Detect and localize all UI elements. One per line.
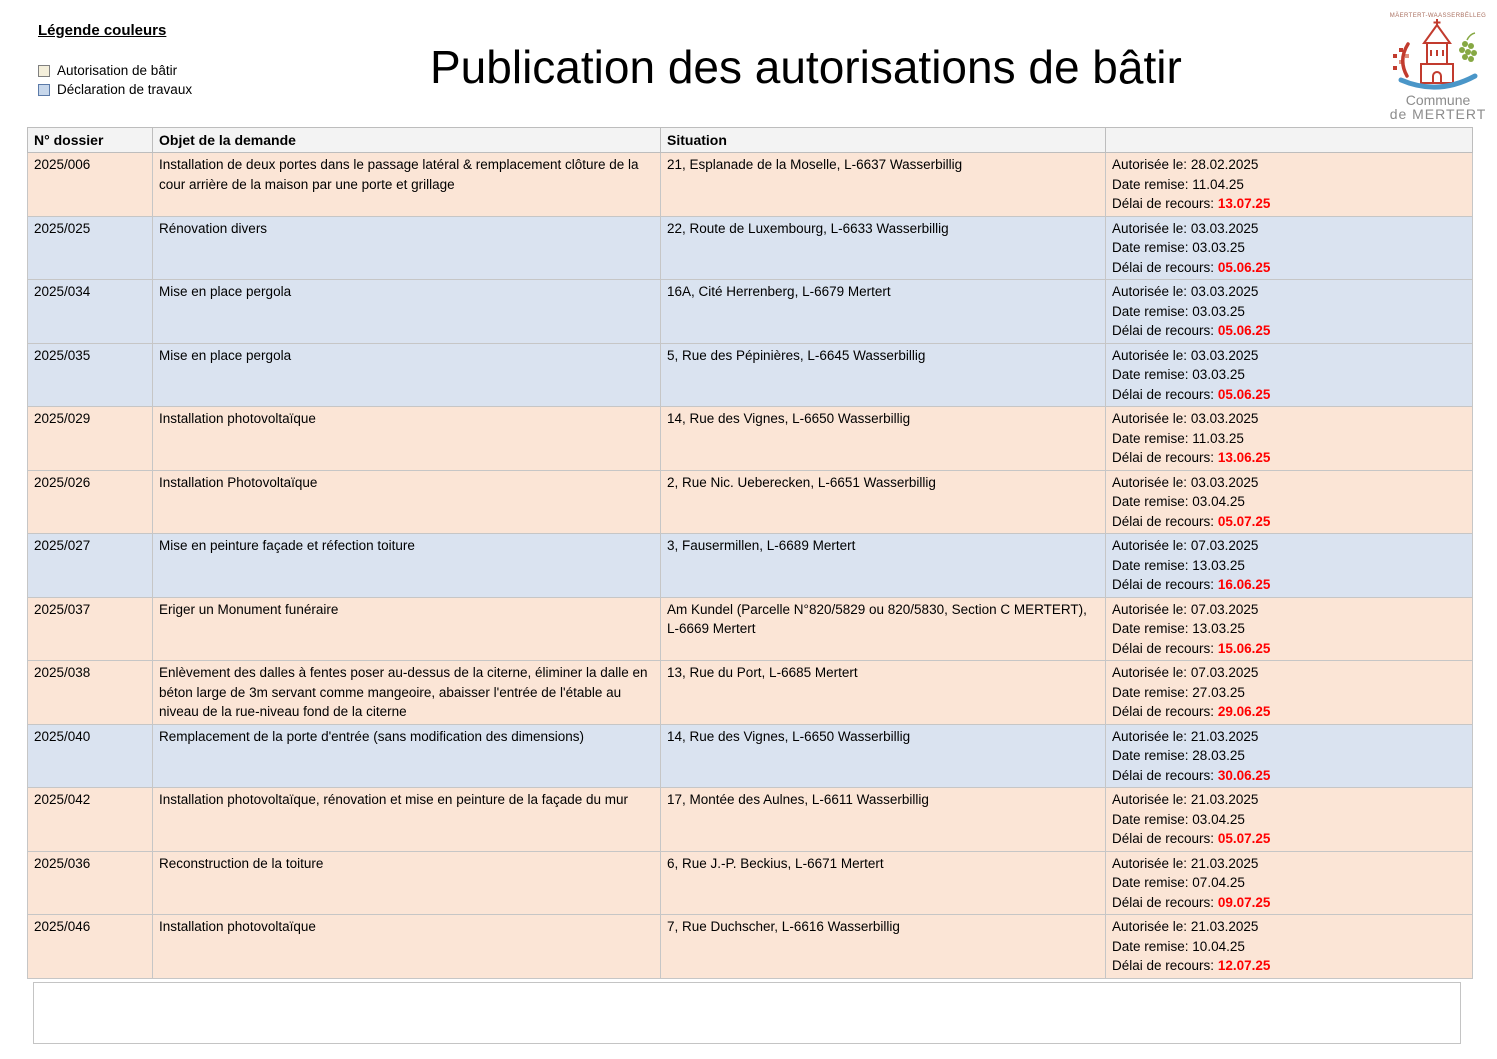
appeal-date: 15.06.25 (1217, 640, 1271, 656)
color-legend (38, 22, 192, 99)
authorized-label: Autorisée le: (1112, 157, 1188, 172)
appeal-line (1112, 258, 1466, 278)
appeal-label: Délai de recours: (1112, 513, 1215, 529)
commune-logo-graphic (1383, 6, 1493, 122)
appeal-line (1112, 893, 1466, 913)
situation-cell: 5, Rue des Pépinières, L-6645 Wasserbillig (661, 343, 1106, 407)
appeal-date: 13.06.25 (1217, 450, 1271, 465)
submitted-date: 03.03.25 (1192, 303, 1245, 319)
authorized-date: 21.03.2025 (1190, 792, 1259, 807)
submitted-date: 07.04.25 (1192, 875, 1245, 890)
legend-item-label: Autorisation de bâtir (57, 63, 178, 78)
situation-cell: 17, Montée des Aulnes, L-6611 Wasserbillig (661, 788, 1106, 852)
logo-red-arc (1403, 44, 1408, 76)
objet-cell: Eriger un Monument funéraire (153, 597, 661, 661)
submitted-label: Date remise: (1112, 938, 1189, 954)
legend-title: Légende couleurs (38, 22, 167, 39)
authorized-label: Autorisée le: (1112, 411, 1188, 426)
objet-cell: Mise en place pergola (153, 280, 661, 344)
submitted-label: Date remise: (1112, 875, 1189, 890)
dates-cell (1106, 915, 1473, 979)
dates-cell (1106, 597, 1473, 661)
logo-commune-text-2: de MERTERT (1389, 106, 1487, 122)
authorized-line (1112, 854, 1466, 874)
appeal-date: 05.06.25 (1217, 259, 1271, 275)
submitted-label: Date remise: (1112, 176, 1189, 192)
submitted-label: Date remise: (1112, 430, 1189, 446)
header-dates (1106, 128, 1473, 153)
table-row (28, 788, 1473, 852)
authorized-label: Autorisée le: (1112, 474, 1188, 490)
submitted-line (1112, 429, 1466, 449)
table-row (28, 216, 1473, 280)
appeal-date: 05.07.25 (1217, 831, 1271, 846)
dates-cell (1106, 661, 1473, 725)
dossier-cell: 2025/027 (28, 534, 153, 598)
authorized-date: 21.03.2025 (1190, 919, 1259, 934)
table-row (28, 534, 1473, 598)
appeal-line (1112, 639, 1466, 659)
objet-cell: Rénovation divers (153, 216, 661, 280)
legend-item-autorisation (38, 61, 192, 80)
logo-region-text: MÄERTERT-WAASSERBËLLEG (1389, 13, 1487, 19)
objet-cell: Mise en place pergola (153, 343, 661, 407)
submitted-date: 03.04.25 (1192, 811, 1245, 827)
church-icon (1421, 19, 1453, 83)
dossier-cell: 2025/042 (28, 788, 153, 852)
objet-cell: Installation photovoltaïque (153, 407, 661, 471)
dossier-cell: 2025/037 (28, 597, 153, 661)
situation-cell: 6, Rue J.-P. Beckius, L-6671 Mertert (661, 851, 1106, 915)
submitted-label: Date remise: (1112, 494, 1189, 509)
authorized-line (1112, 473, 1466, 493)
authorized-date: 28.02.2025 (1190, 157, 1259, 172)
authorized-line (1112, 536, 1466, 556)
submitted-date: 13.03.25 (1192, 557, 1245, 573)
appeal-date: 12.07.25 (1217, 958, 1271, 973)
authorized-line (1112, 219, 1466, 239)
legend-item-declaration (38, 80, 192, 99)
situation-cell: 7, Rue Duchscher, L-6616 Wasserbillig (661, 915, 1106, 979)
submitted-label: Date remise: (1112, 811, 1189, 827)
submitted-date: 03.03.25 (1192, 240, 1245, 255)
dates-cell (1106, 280, 1473, 344)
dates-cell (1106, 470, 1473, 534)
situation-cell: 2, Rue Nic. Ueberecken, L-6651 Wasserbillig (661, 470, 1106, 534)
submitted-date: 03.03.25 (1192, 367, 1245, 382)
objet-cell: Remplacement de la porte d'entrée (sans modification des dimensions) (153, 724, 661, 788)
appeal-label: Délai de recours: (1112, 831, 1215, 846)
appeal-line (1112, 448, 1466, 468)
appeal-line (1112, 575, 1466, 595)
submitted-line (1112, 683, 1466, 703)
submitted-line (1112, 873, 1466, 893)
appeal-line (1112, 702, 1466, 722)
appeal-label: Délai de recours: (1112, 577, 1215, 592)
appeal-label: Délai de recours: (1112, 196, 1215, 211)
header-objet: Objet de la demande (153, 128, 661, 153)
submitted-label: Date remise: (1112, 748, 1189, 763)
table-row (28, 851, 1473, 915)
authorized-date: 03.03.2025 (1190, 411, 1259, 426)
dossier-cell: 2025/025 (28, 216, 153, 280)
submitted-line (1112, 492, 1466, 512)
dossier-cell: 2025/046 (28, 915, 153, 979)
authorized-label: Autorisée le: (1112, 792, 1188, 807)
authorized-date: 07.03.2025 (1190, 601, 1259, 617)
submitted-label: Date remise: (1112, 621, 1189, 636)
appeal-line (1112, 956, 1466, 976)
situation-cell: 16A, Cité Herrenberg, L-6679 Mertert (661, 280, 1106, 344)
authorized-label: Autorisée le: (1112, 665, 1188, 680)
situation-cell: 14, Rue des Vignes, L-6650 Wasserbillig (661, 724, 1106, 788)
objet-cell: Installation de deux portes dans le passage latéral & remplacement clôture de la cour arrière de la maison par une porte et grillage (153, 153, 661, 217)
appeal-date: 29.06.25 (1217, 704, 1271, 719)
authorized-line (1112, 155, 1466, 175)
authorized-line (1112, 917, 1466, 937)
submitted-date: 13.03.25 (1192, 621, 1245, 636)
authorized-date: 07.03.2025 (1190, 538, 1259, 553)
permits-table-body (28, 153, 1473, 979)
appeal-date: 05.07.25 (1217, 513, 1271, 529)
permits-table (27, 127, 1473, 979)
appeal-label: Délai de recours: (1112, 386, 1215, 402)
authorized-date: 03.03.2025 (1190, 284, 1259, 299)
dossier-cell: 2025/034 (28, 280, 153, 344)
appeal-date: 30.06.25 (1217, 767, 1271, 783)
authorized-label: Autorisée le: (1112, 919, 1188, 934)
table-row (28, 407, 1473, 471)
submitted-line (1112, 302, 1466, 322)
appeal-line (1112, 512, 1466, 532)
authorized-label: Autorisée le: (1112, 220, 1188, 236)
appeal-label: Délai de recours: (1112, 640, 1215, 656)
authorized-date: 03.03.2025 (1190, 220, 1259, 236)
dates-cell (1106, 724, 1473, 788)
logo-mosaic-squares (1393, 48, 1409, 70)
dates-cell (1106, 788, 1473, 852)
dossier-cell: 2025/035 (28, 343, 153, 407)
submitted-line (1112, 810, 1466, 830)
autorisation-color-swatch (38, 65, 50, 77)
authorized-date: 07.03.2025 (1190, 665, 1259, 680)
submitted-label: Date remise: (1112, 303, 1189, 319)
appeal-date: 09.07.25 (1217, 894, 1271, 910)
submitted-date: 10.04.25 (1192, 938, 1245, 954)
dates-cell (1106, 153, 1473, 217)
submitted-label: Date remise: (1112, 367, 1189, 382)
footer-box (33, 982, 1461, 1044)
dossier-cell: 2025/006 (28, 153, 153, 217)
situation-cell: 13, Rue du Port, L-6685 Mertert (661, 661, 1106, 725)
objet-cell: Installation Photovoltaïque (153, 470, 661, 534)
authorized-line (1112, 600, 1466, 620)
table-row (28, 280, 1473, 344)
submitted-label: Date remise: (1112, 684, 1189, 700)
dossier-cell: 2025/040 (28, 724, 153, 788)
appeal-label: Délai de recours: (1112, 704, 1215, 719)
dates-cell (1106, 534, 1473, 598)
submitted-line (1112, 175, 1466, 195)
appeal-label: Délai de recours: (1112, 259, 1215, 275)
authorized-date: 03.03.2025 (1190, 474, 1259, 490)
authorized-label: Autorisée le: (1112, 284, 1188, 299)
appeal-label: Délai de recours: (1112, 894, 1215, 910)
authorized-line (1112, 282, 1466, 302)
table-row (28, 470, 1473, 534)
appeal-line (1112, 194, 1466, 214)
appeal-line (1112, 766, 1466, 786)
page-title: Publication des autorisations de bâtir (430, 41, 1182, 93)
authorized-label: Autorisée le: (1112, 728, 1188, 744)
authorized-line (1112, 727, 1466, 747)
appeal-line (1112, 321, 1466, 341)
dossier-cell: 2025/029 (28, 407, 153, 471)
appeal-label: Délai de recours: (1112, 323, 1215, 338)
commune-mertert-logo (1383, 6, 1493, 122)
appeal-line (1112, 385, 1466, 405)
authorized-line (1112, 409, 1466, 429)
declaration-color-swatch (38, 84, 50, 96)
submitted-label: Date remise: (1112, 557, 1189, 573)
objet-cell: Reconstruction de la toiture (153, 851, 661, 915)
appeal-date: 05.06.25 (1217, 323, 1271, 338)
submitted-line (1112, 619, 1466, 639)
submitted-line (1112, 556, 1466, 576)
dates-cell (1106, 216, 1473, 280)
table-row (28, 661, 1473, 725)
objet-cell: Mise en peinture façade et réfection toiture (153, 534, 661, 598)
logo-blue-swoosh (1401, 76, 1475, 87)
grapes-icon (1459, 33, 1477, 62)
appeal-date: 05.06.25 (1217, 386, 1271, 402)
appeal-label: Délai de recours: (1112, 958, 1215, 973)
authorized-date: 21.03.2025 (1190, 855, 1259, 871)
appeal-line (1112, 829, 1466, 849)
submitted-date: 28.03.25 (1192, 748, 1245, 763)
submitted-line (1112, 365, 1466, 385)
appeal-label: Délai de recours: (1112, 767, 1215, 783)
dates-cell (1106, 343, 1473, 407)
objet-cell: Enlèvement des dalles à fentes poser au-dessus de la citerne, éliminer la dalle en béton large de 3m servant comme mangeoire, abaisser l'entrée de l'étable au niveau de la rue-niveau fond de la citerne (153, 661, 661, 725)
appeal-date: 16.06.25 (1217, 577, 1271, 592)
table-header-row (28, 128, 1473, 153)
situation-cell: 14, Rue des Vignes, L-6650 Wasserbillig (661, 407, 1106, 471)
authorized-date: 21.03.2025 (1190, 728, 1259, 744)
objet-cell: Installation photovoltaïque (153, 915, 661, 979)
dates-cell (1106, 851, 1473, 915)
appeal-date: 13.07.25 (1217, 196, 1271, 211)
authorized-date: 03.03.2025 (1190, 347, 1259, 363)
authorized-line (1112, 790, 1466, 810)
authorized-line (1112, 663, 1466, 683)
header-dossier: N° dossier (28, 128, 153, 153)
dossier-cell: 2025/026 (28, 470, 153, 534)
authorized-label: Autorisée le: (1112, 855, 1188, 871)
submitted-line (1112, 238, 1466, 258)
table-row (28, 915, 1473, 979)
dossier-cell: 2025/038 (28, 661, 153, 725)
submitted-date: 03.04.25 (1192, 494, 1245, 509)
authorized-line (1112, 346, 1466, 366)
table-row (28, 597, 1473, 661)
submitted-line (1112, 937, 1466, 957)
objet-cell: Installation photovoltaïque, rénovation et mise en peinture de la façade du mur (153, 788, 661, 852)
authorized-label: Autorisée le: (1112, 538, 1188, 553)
submitted-date: 27.03.25 (1192, 684, 1245, 700)
situation-cell: 22, Route de Luxembourg, L-6633 Wasserbillig (661, 216, 1106, 280)
dossier-cell: 2025/036 (28, 851, 153, 915)
header-situation: Situation (661, 128, 1106, 153)
submitted-label: Date remise: (1112, 240, 1189, 255)
appeal-label: Délai de recours: (1112, 450, 1215, 465)
submitted-date: 11.03.25 (1192, 430, 1244, 446)
authorized-label: Autorisée le: (1112, 601, 1188, 617)
table-row (28, 724, 1473, 788)
table-row (28, 153, 1473, 217)
situation-cell: 21, Esplanade de la Moselle, L-6637 Wasserbillig (661, 153, 1106, 217)
submitted-line (1112, 746, 1466, 766)
situation-cell: Am Kundel (Parcelle N°820/5829 ou 820/5830, Section C MERTERT), L-6669 Mertert (661, 597, 1106, 661)
submitted-date: 11.04.25 (1192, 176, 1244, 192)
authorized-label: Autorisée le: (1112, 347, 1188, 363)
table-row (28, 343, 1473, 407)
legend-item-label: Déclaration de travaux (57, 82, 193, 97)
dates-cell (1106, 407, 1473, 471)
logo-commune-text-1: Commune (1405, 92, 1471, 108)
situation-cell: 3, Fausermillen, L-6689 Mertert (661, 534, 1106, 598)
